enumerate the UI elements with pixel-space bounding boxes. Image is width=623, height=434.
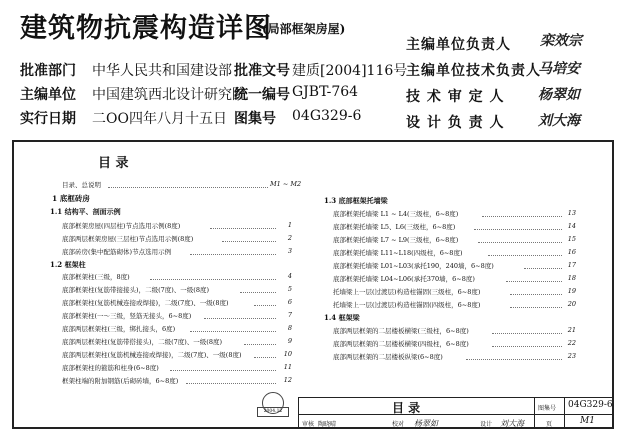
toc-left-14-page: 12 (283, 376, 292, 384)
toc-left-6-page: 4 (287, 272, 292, 280)
toc-dots (240, 292, 276, 293)
toc-left-0: 1 底框砖房 (52, 194, 90, 203)
toc-left-7: 底部框架柱(复筋带接接头)，二级(7度)、一级(8度) (62, 286, 209, 294)
toc-left-8-page: 6 (287, 298, 292, 306)
title-block-page: M1 (580, 416, 595, 426)
title-block-divider (534, 397, 535, 429)
title-block-review-name: 陶晓晴 (318, 421, 337, 428)
title-block-top-rule (298, 397, 614, 398)
toc-dots (488, 255, 562, 256)
title-block-check-label: 校对 (392, 421, 405, 428)
atlas-no: 04G329-6 (292, 108, 362, 124)
toc-left-8: 底部框架柱(复筋机械连接或焊接)，二级(7度)、一级(8度) (62, 299, 229, 307)
toc-left-3-page: 2 (287, 234, 292, 242)
toc-dots (478, 242, 562, 243)
document-title: 建筑物抗震构造详图 (20, 13, 272, 44)
toc-dots (254, 305, 276, 306)
toc-left-9: 底部框架柱(一～三级，竖筋无接头，6~8度) (62, 312, 192, 320)
unified-no: GJBT-764 (292, 84, 359, 100)
toc-left-10: 底部两层框架柱(三级，绑扎接头，6度) (62, 325, 176, 333)
title-block-divider (564, 397, 565, 429)
title-block-atlas-no: 04G329-6 (568, 400, 613, 410)
toc-left-6: 底部框架柱(三级，8度) (62, 273, 130, 281)
toc-left-5: 1.2 框架柱 (50, 260, 86, 269)
toc-left-7-page: 5 (287, 285, 292, 293)
toc-dots (492, 346, 562, 347)
toc-left-11: 底部两层框架柱(复筋带搭接头)，二级(7度)、一级(8度) (62, 338, 222, 346)
toc-dots (222, 241, 276, 242)
toc-right-0: 1.3 底部框架托墙梁 (324, 196, 388, 205)
signature-4: 刘大海 (538, 113, 580, 129)
toc-dots (150, 279, 276, 280)
title-block-page-label: 页 (546, 421, 553, 428)
effective-date: 二OO四年八月十五日 (92, 111, 227, 127)
toc-dots (170, 370, 276, 371)
toc-right-8-page: 20 (567, 300, 576, 308)
toc-left-4-page: 3 (287, 247, 292, 255)
toc-dots (492, 333, 562, 334)
toc-intro-label: 目录、总说明 (62, 181, 101, 189)
editor-unit: 中国建筑西北设计研究院 (92, 87, 246, 103)
toc-dots (524, 268, 562, 269)
unified-no-label: 统一编号 (234, 87, 290, 103)
toc-dots (190, 254, 276, 255)
responsible-label-3: 技 术 审 定 人 (406, 89, 505, 105)
toc-dots (186, 383, 276, 384)
title-block-atlas-label: 图集号 (538, 405, 557, 412)
toc-right-9: 1.4 框架梁 (324, 313, 360, 322)
toc-right-12: 底部两层框架的二层楼板纵梁(6~8度) (333, 353, 443, 361)
toc-dots (204, 318, 276, 319)
toc-left-4: 底部砖房(集中配筋砌体)节点选用示例 (62, 248, 172, 256)
signature-2: 马培安 (538, 61, 580, 77)
toc-left-12: 底部两层框架柱(复筋机械连接或焊接)，二级(7度)、一级(8度) (62, 351, 242, 359)
toc-dots (474, 229, 562, 230)
approval-doc-label: 批准文号 (234, 63, 290, 79)
atlas-no-label: 图集号 (234, 111, 276, 127)
toc-right-4: 底部框架托墙梁 L11~L18(四级柱，6~8度) (333, 249, 463, 257)
toc-dots (210, 228, 276, 229)
title-block-left-rule (298, 397, 299, 429)
toc-right-3-page: 15 (567, 235, 576, 243)
stamp-date: 2004.12 (257, 407, 289, 417)
toc-right-4-page: 16 (567, 248, 576, 256)
toc-dots (506, 281, 562, 282)
toc-right-3: 底部框架托墙梁 L7 ~ L9(三级柱，6~8度) (333, 236, 459, 244)
toc-right-11-page: 22 (567, 339, 576, 347)
toc-heading: 目 录 (98, 156, 129, 171)
toc-left-2-page: 1 (287, 221, 292, 229)
toc-dots (254, 357, 276, 358)
toc-right-5-page: 17 (567, 261, 576, 269)
toc-right-5: 底部框架托墙梁 L01~L03(承托190，240墙，6~8度) (333, 262, 494, 270)
toc-right-2-page: 14 (567, 222, 576, 230)
responsible-label-2: 主编单位技术负责人 (406, 63, 541, 79)
toc-right-1: 底部框架托墙梁 L1 ~ L4(三级柱，6~8度) (333, 210, 459, 218)
toc-dots (510, 294, 562, 295)
toc-left-1: 1.1 结构平、剖面示例 (50, 207, 121, 216)
signature-1: 栾效宗 (540, 33, 582, 49)
toc-left-14: 框架柱端的附加钢筋(后砌砖墙，6~8度) (62, 377, 179, 385)
toc-left-11-page: 9 (287, 337, 292, 345)
toc-right-2: 底部框架托墙梁 L5、L6(三级柱，6~8度) (333, 223, 456, 231)
toc-right-12-page: 23 (567, 352, 576, 360)
toc-dots (482, 216, 562, 217)
toc-right-7: 托墙梁上一层(过渡层)构造柱锚固(三级柱，6~8度) (333, 288, 481, 296)
toc-right-11: 底部两层框架的二层楼板横梁(四级柱，6~8度) (333, 340, 469, 348)
title-block-design-name: 刘大海 (500, 419, 524, 428)
toc-left-3: 底部两层框架房屋(三层柱)节点选用示例(8度) (62, 235, 194, 243)
toc-right-8: 托墙梁上一层(过渡层)构造柱锚固(四级柱，6~8度) (333, 301, 481, 309)
approval-dept: 中华人民共和国建设部 (92, 63, 232, 79)
title-block-review-label: 审核 (302, 421, 315, 428)
approval-dept-label: 批准部门 (20, 63, 76, 79)
toc-right-7-page: 19 (567, 287, 576, 295)
effective-date-label: 实行日期 (20, 111, 76, 127)
editor-unit-label: 主编单位 (20, 87, 76, 103)
title-block-mid-rule (298, 414, 614, 415)
title-block-title: 目 录 (392, 401, 421, 415)
toc-right-10: 底部两层框架的二层楼板横梁(三级柱，6~8度) (333, 327, 469, 335)
toc-left-9-page: 7 (287, 311, 292, 319)
responsible-label-1: 主编单位负责人 (406, 37, 511, 53)
toc-dots (510, 307, 562, 308)
responsible-label-4: 设 计 负 责 人 (406, 115, 505, 131)
toc-intro-dots (108, 187, 268, 188)
document-subtitle: (局部框架房屋) (262, 22, 346, 36)
signature-3: 杨翠如 (538, 87, 580, 103)
toc-left-10-page: 8 (287, 324, 292, 332)
toc-dots (466, 359, 562, 360)
toc-right-10-page: 21 (567, 326, 576, 334)
toc-right-6-page: 18 (567, 274, 576, 282)
approval-doc: 建质[2004]116号 (292, 63, 408, 79)
toc-dots (190, 331, 276, 332)
toc-right-6: 底部框架托墙梁 L04~L06(承托370墙，6~8度) (333, 275, 475, 283)
toc-left-2: 底部框架房屋(四层柱)节点选用示例(8度) (62, 222, 181, 230)
toc-left-13-page: 11 (283, 363, 292, 371)
toc-intro-page: M1 ~ M2 (270, 180, 302, 188)
toc-left-12-page: 10 (283, 350, 292, 358)
toc-right-1-page: 13 (567, 209, 576, 217)
toc-dots (244, 344, 276, 345)
title-block-check-name: 杨翠如 (414, 419, 438, 428)
title-block-design-label: 设计 (480, 421, 493, 428)
toc-left-13: 底部框架柱的箍筋和柱身(6~8度) (62, 364, 159, 372)
